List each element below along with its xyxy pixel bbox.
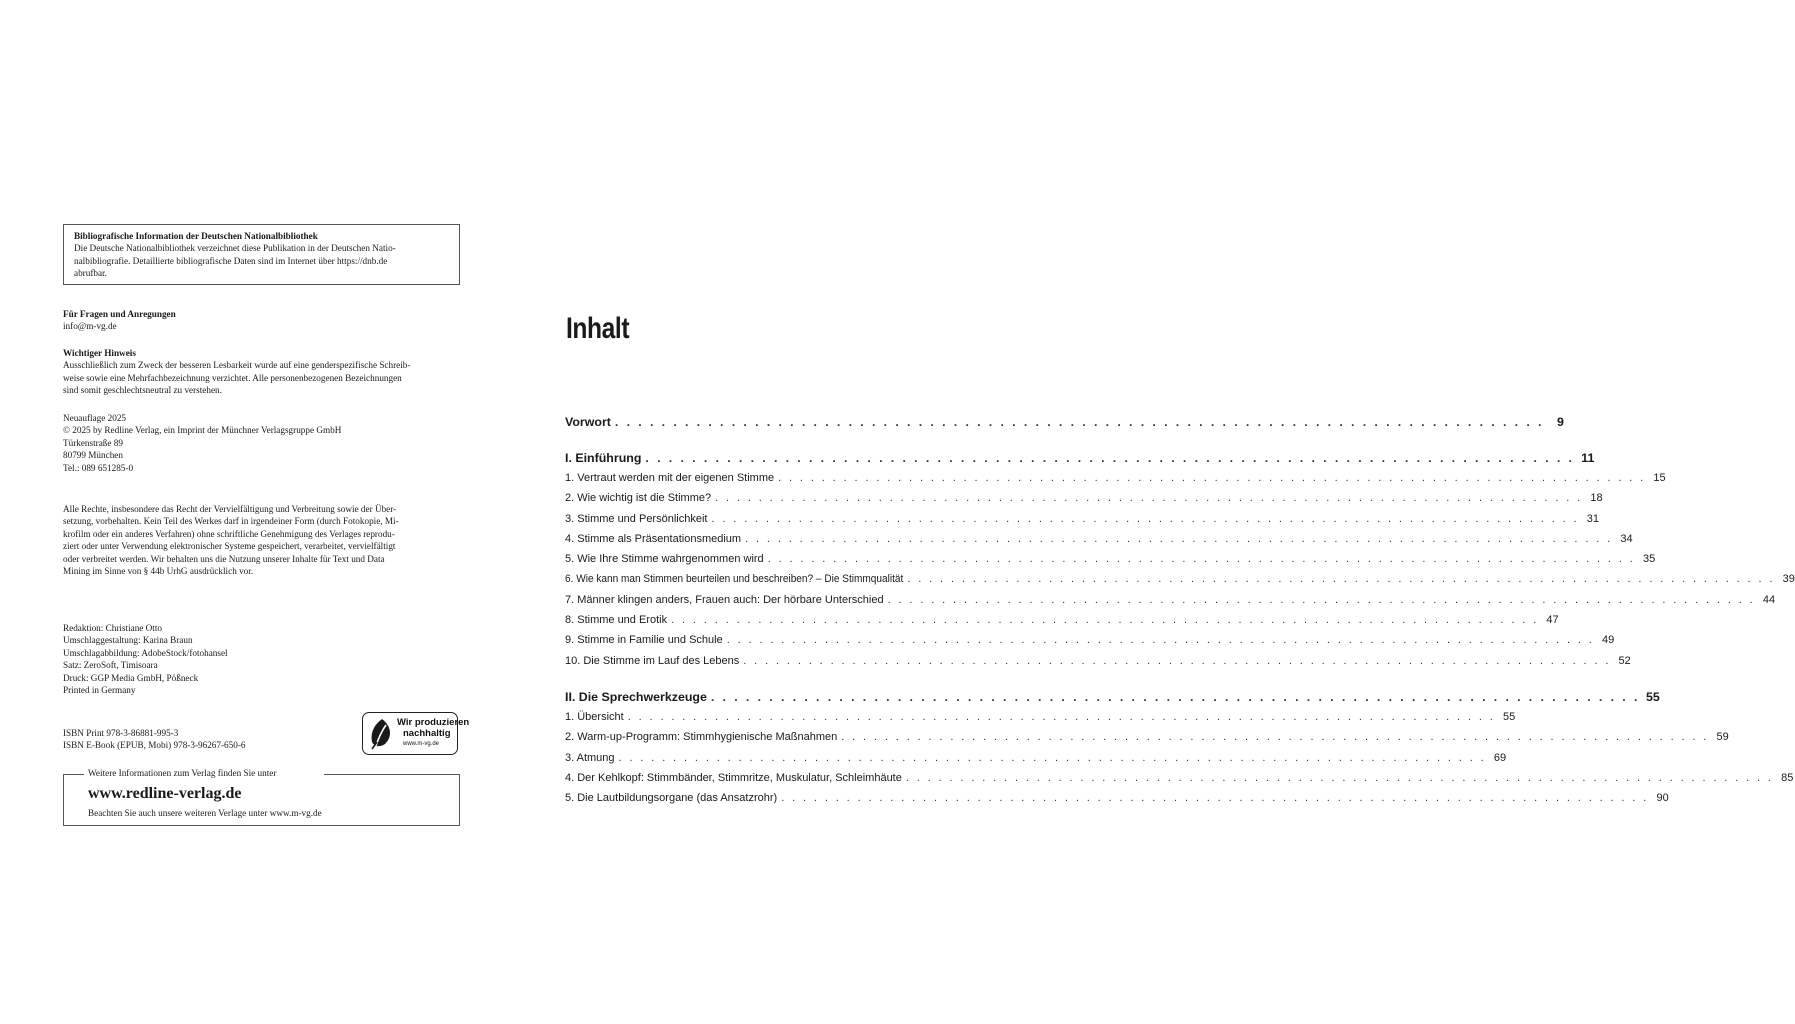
toc-entry-label: 4. Stimme als Präsentationsmedium [565,532,742,545]
eco-logo-line1: Wir produzieren [397,717,470,728]
rights-line: ziert oder unter Verwendung elektronischer Systeme gespeichert, verarbeitet, vervielfältigt [63,541,396,552]
publisher-info-heading: Weitere Informationen zum Verlag finden Sie unter [88,768,277,778]
toc-leader-dots: . . . . . . . . . . . . . . . . . . . . . . . . . . . . . . . . . . . . . . . . . . . . . . . . . . . . . . . . . . . . . . . . . . . . . . . . . . . . . . . . [618,751,1487,764]
toc-section-row[interactable] [565,573,1795,593]
toc-entry-label: 9. Stimme in Familie und Schule [565,634,723,647]
toc-page-number: 59 [1716,731,1729,744]
credits-line: Druck: GGP Media GmbH, Pößneck [63,672,199,683]
toc-gap [565,675,957,690]
toc-entry-label: 5. Wie Ihre Stimme wahrgenommen wird [565,553,764,566]
toc-section-row[interactable] [565,614,1559,634]
hint-line: sind somit geschlechtsneutral zu verstehen. [63,385,222,396]
toc-entry-label: 10. Die Stimme im Lauf des Lebens [565,654,740,667]
toc-leader-dots: . . . . . . . . . . . . . . . . . . . . . . . . . . . . . . . . . . . . . . . . . . . . . . . . . . . . . . . . . . . . . . . . . . . . . . . . . . . . . . . . [627,710,1496,723]
toc-page-number: 31 [1586,512,1599,525]
toc-section-row[interactable] [565,654,1631,675]
toc-entry-label: 1. Vertraut werden mit der eigenen Stimme [565,472,775,484]
eco-logo-line2: nachhaltig [403,728,451,739]
toc-page-number: 55 [1502,710,1516,723]
rights-line: setzung, vorbehalten. Kein Teil des Werkes darf in irgendeiner Form (durch Fotokopie, Mi- [63,516,399,527]
toc-entry-label: 6. Wie kann man Stimmen beurteilen und beschreiben? – Die Stimmqualität [565,573,904,586]
toc-page-number: 34 [1620,532,1633,545]
toc-entry-label: 1. Übersicht [565,710,624,723]
toc-chapter-row[interactable] [565,689,1660,711]
toc-leader-dots: . . . . . . . . . . . . . . . . . . . . . . . . . . . . . . . . . . . . . . . . . . . . . . . . . . . . . . . . . . . . . . . . . . . . . . . . . . . . . . . . [905,771,1774,784]
eco-logo-line3: www.m-vg.de [403,741,440,747]
credits-block [63,622,460,696]
toc-page-number: 39 [1782,573,1795,586]
toc-chapter-row[interactable] [565,451,1595,472]
publisher-info-note: Beachten Sie auch unsere weiteren Verlage unter www.m-vg.de [88,808,322,818]
toc-entry-label: 5. Die Lautbildungsorgane (das Ansatzrohr) [565,792,778,805]
rights-line: Alle Rechte, insbesondere das Recht der Vervielfältigung und Verbreitung sowie der Über- [63,504,397,514]
toc-leader-dots: . . . . . . . . . . . . . . . . . . . . . . . . . . . . . . . . . . . . . . . . . . . . . . . . . . . . . . . . . . . . . . . . . . . . . . . . . . . . . . . . [726,634,1595,647]
toc-title: Inhalt [566,312,630,345]
rights-line: krofilm oder ein anderes Verfahren) ohne schriftliche Genehmigung des Verlages reprodu- [63,528,395,539]
toc-page-number: 49 [1602,634,1615,647]
toc-section-row[interactable] [565,792,1669,812]
toc-page-number: 11 [1581,451,1595,465]
credits-line: Redaktion: Christiane Otto [63,623,163,633]
rights-line: oder verbreitet werden. Wir behalten uns die Nutzung unserer Inhalte für Text und Data [63,553,385,564]
toc-section-row[interactable] [565,731,1729,751]
toc-chapter-row[interactable] [565,415,1564,436]
toc-leader-dots: . . . . . . . . . . . . . . . . . . . . . . . . . . . . . . . . . . . . . . . . . . . . . . . . . . . . . . . . . . . . . . . . . . . . . . . . . . . . . . . . [767,553,1636,566]
hint-title: Wichtiger Hinweis [63,348,136,358]
toc-leader-dots: . . . . . . . . . . . . . . . . . . . . . . . . . . . . . . . . . . . . . . . . . . . . . . . . . . . . . . . . . . . . . . . . . . . . . . . . . . . . . . . . [743,654,1611,667]
hint-line: weise sowie eine Mehrfachbezeichnung verzichtet. Alle personenbezogenen Bezeichnungen [63,372,402,383]
toc-page-number: 15 [1653,472,1666,484]
toc-leader-dots: . . . . . . . . . . . . . . . . . . . . . . . . . . . . . . . . . . . . . . . . . . . . . . . . . . . . . . . . . . . . . . . . . . . . . . . . . . . . . . . . [781,792,1649,805]
toc-leader-dots: . . . . . . . . . . . . . . . . . . . . . . . . . . . . . . . . . . . . . . . . . . . . . . . . . . . . . . . . . . . . . . . . . . . . . . . . . . . . . . . . [907,573,1775,586]
toc-leader-dots: . . . . . . . . . . . . . . . . . . . . . . . . . . . . . . . . . . . . . . . . . . . . . . . . . . . . . . . . . . . . . . . . . . . . . . . . . . . . . . . . [671,614,1539,627]
toc-page-number: 35 [1642,553,1656,566]
toc-page-number: 90 [1656,792,1669,805]
toc-gap [565,436,957,451]
credits-line: Umschlagabbildung: AdobeStock/fotohansel [63,647,228,658]
toc-section-row[interactable] [565,492,1603,512]
toc-page-number: 69 [1493,751,1507,764]
biblio-line: abrufbar. [74,268,107,279]
toc-section-row[interactable] [565,771,1794,792]
toc-leader-dots: . . . . . . . . . . . . . . . . . . . . . . . . . . . . . . . . . . . . . . . . . . . . . . . . . . . . . . . . . . . . . . . . . . . . . . . . . . . . . . . . [711,512,1579,525]
hint-line: Ausschließlich zum Zweck der besseren Lesbarkeit wurde auf eine genderspezifische Schreib- [63,360,411,371]
toc-section-row[interactable] [565,512,1599,533]
sustainability-logo [362,712,470,755]
toc-section-row[interactable] [565,472,1666,492]
toc-page-number: 44 [1762,593,1776,606]
publisher-line: Türkenstraße 89 [63,437,123,448]
toc-leader-dots: . . . . . . . . . . . . . . . . . . . . . . . . . . . . . . . . . . . . . . . . . . . . . . . . . . . . . . . . . . . . . . . . . . . . . . . . . . . . . . . . [778,472,1646,484]
toc-page-number: 52 [1618,654,1631,667]
isbn-print: ISBN Print 978-3-86881-995-3 [63,728,179,738]
toc-leader-dots: . . . . . . . . . . . . . . . . . . . . . . . . . . . . . . . . . . . . . . . . . . . . . . . . . . . . . . . . . . . . . . . . . . . . . . . . . . . . . . . . [745,532,1613,545]
toc-section-row[interactable] [565,634,1615,654]
toc-page-number: 55 [1646,689,1660,704]
toc-leader-dots: . . . . . . . . . . . . . . . . . . . . . . . . . . . . . . . . . . . . . . . . . . . . . . . . . . . . . . . . . . . . . . . . . . . . . . . . . . . . . . . . [715,492,1583,505]
toc-entry-label: 4. Der Kehlkopf: Stimmbänder, Stimmritze, Muskulatur, Schleimhäute [565,771,902,784]
toc-section-row[interactable] [565,532,1633,553]
toc-section-row[interactable] [565,710,1516,731]
toc-page-number: 9 [1556,415,1564,429]
hint-block [63,347,460,397]
publisher-website[interactable]: www.redline-verlag.de [88,785,242,802]
biblio-title: Bibliografische Information der Deutschen Nationalbibliothek [74,231,318,241]
contact-title: Für Fragen und Anregungen [63,309,176,319]
publisher-line: Tel.: 089 651285-0 [63,462,134,473]
toc-leader-dots: . . . . . . . . . . . . . . . . . . . . . . . . . . . . . . . . . . . . . . . . . . . . . . . . . . . . . . . . . . . . . . . . . . . . . . . . . . . . . . . . [614,415,1544,429]
toc-entry-label: II. Die Sprechwerkzeuge [565,689,707,704]
publisher-line: 80799 München [63,450,123,461]
rights-block [63,503,460,577]
imprint-page [63,224,460,285]
toc-entry-label: 7. Männer klingen anders, Frauen auch: Der hörbare Unterschied [565,593,884,606]
toc-leader-dots: . . . . . . . . . . . . . . . . . . . . . . . . . . . . . . . . . . . . . . . . . . . . . . . . . . . . . . . . . . . . . . . . . . . . . . . . . . . . . . . . [710,689,1640,704]
publisher-block [63,412,460,474]
toc-page-number: 18 [1590,492,1603,505]
toc-section-row[interactable] [565,553,1656,573]
table-of-contents [565,415,1795,812]
biblio-line: Die Deutsche Nationalbibliothek verzeichnet diese Publikation in der Deutschen Natio- [74,243,396,254]
biblio-info-box [63,224,460,285]
toc-page-number: 47 [1546,614,1559,627]
toc-leader-dots: . . . . . . . . . . . . . . . . . . . . . . . . . . . . . . . . . . . . . . . . . . . . . . . . . . . . . . . . . . . . . . . . . . . . . . . . . . . . . . . . [887,593,1756,606]
toc-entry-label: Vorwort [565,415,611,429]
credits-line: Umschlaggestaltung: Karina Braun [63,635,193,646]
leaf-icon [369,718,395,750]
rights-line: Mining im Sinne von § 44b UrhG ausdrücklich vor. [63,566,254,577]
toc-page-number: 85 [1781,771,1794,784]
biblio-line: nalbibliografie. Detaillierte bibliografische Daten sind im Internet über https://dnb.de [74,255,388,266]
toc-entry-label: 8. Stimme und Erotik [565,614,668,627]
toc-leader-dots: . . . . . . . . . . . . . . . . . . . . . . . . . . . . . . . . . . . . . . . . . . . . . . . . . . . . . . . . . . . . . . . . . . . . . . . . . . . . . . . . [841,731,1709,744]
publisher-line: Neuauflage 2025 [63,413,127,423]
toc-section-row[interactable] [565,751,1507,772]
contact-email: info@m-vg.de [63,321,117,332]
toc-section-row[interactable] [565,593,1776,614]
publisher-line: © 2025 by Redline Verlag, ein Imprint der Münchner Verlagsgruppe GmbH [63,425,342,436]
toc-entry-label: 2. Warm-up-Programm: Stimmhygienische Maßnahmen [565,731,838,744]
contact-block [63,308,460,333]
isbn-ebook: ISBN E-Book (EPUB, Mobi) 978-3-96267-650-6 [63,740,246,751]
credits-line: Satz: ZeroSoft, Timisoara [63,660,158,671]
publisher-info-box [63,768,460,826]
toc-leader-dots: . . . . . . . . . . . . . . . . . . . . . . . . . . . . . . . . . . . . . . . . . . . . . . . . . . . . . . . . . . . . . . . . . . . . . . . . . . . . . . . . [645,451,1575,465]
toc-entry-label: 3. Atmung [565,751,615,764]
credits-line: Printed in Germany [63,685,136,696]
toc-entry-label: I. Einführung [565,451,642,465]
toc-entry-label: 2. Wie wichtig ist die Stimme? [565,492,712,505]
toc-entry-label: 3. Stimme und Persönlichkeit [565,512,708,525]
